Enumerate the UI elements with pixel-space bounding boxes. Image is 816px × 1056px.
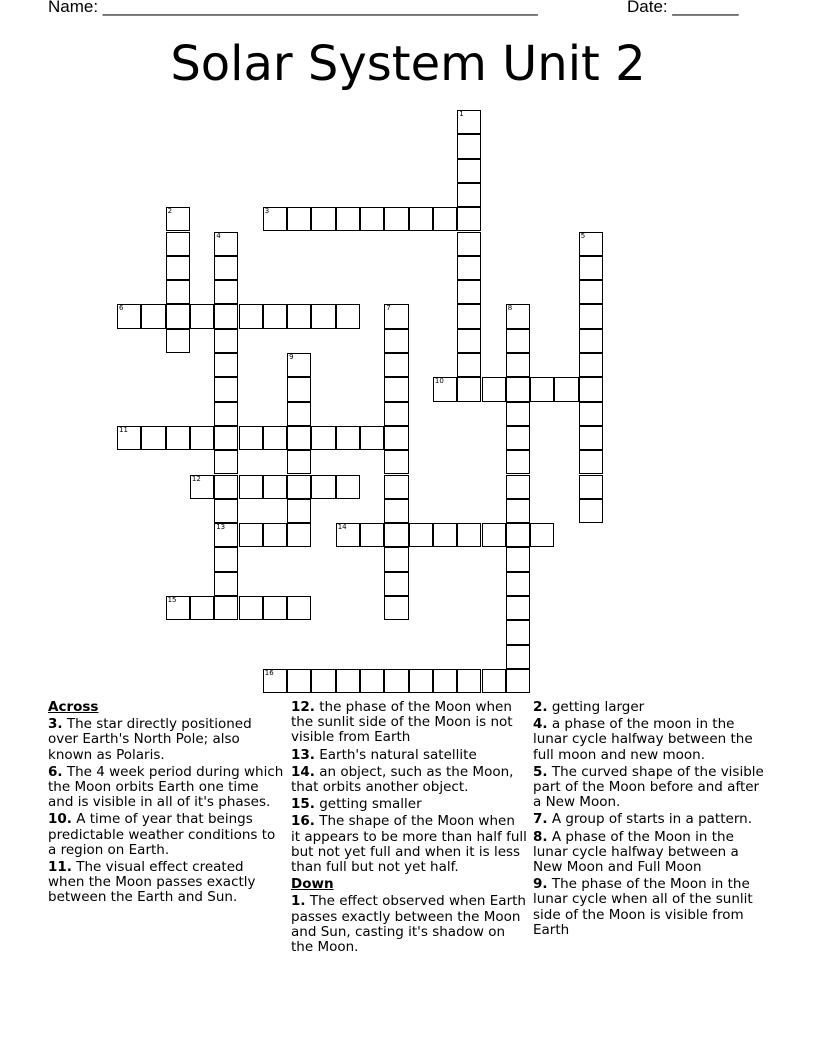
crossword-cell[interactable] [506,523,530,547]
crossword-cell[interactable] [336,207,360,231]
crossword-cell[interactable] [287,450,311,474]
clue-across-15: 15. getting smaller [291,796,422,813]
crossword-cell[interactable] [360,669,384,693]
crossword-cell[interactable] [311,207,335,231]
crossword-cell[interactable] [384,304,408,328]
crossword-cell[interactable] [506,377,530,401]
clue-down-7: 7. A group of starts in a pattern. [533,811,752,828]
crossword-cell[interactable] [214,353,238,377]
crossword-cell[interactable] [287,596,311,620]
crossword-cell[interactable] [457,134,481,158]
clue-number: 2 [167,207,173,216]
crossword-cell[interactable] [214,402,238,426]
crossword-cell[interactable] [506,620,530,644]
crossword-cell[interactable] [336,304,360,328]
crossword-cell[interactable] [214,280,238,304]
crossword-cell[interactable] [554,377,578,401]
crossword-cell[interactable] [579,353,603,377]
crossword-cell[interactable] [214,523,238,547]
crossword-cell[interactable] [579,280,603,304]
crossword-cell[interactable] [214,596,238,620]
clue-down-5: 5. The curved shape of the visible part of the Moon before and after a New Moon. [533,763,764,811]
crossword-cell[interactable] [384,402,408,426]
clue-across-6: 6. The 4 week period during which the Moon orbits Earth one time and is visible in all of it's phases. [48,763,284,811]
crossword-cell[interactable] [384,523,408,547]
clues-column-3 [533,700,769,940]
crossword-cell[interactable] [141,426,165,450]
crossword-cell[interactable] [117,304,141,328]
clue-number: 6 [119,304,124,313]
clue-number: 13 [216,523,226,532]
name-field-label: Name: ______________________________________________ [48,0,538,16]
crossword-cell[interactable] [214,547,238,571]
crossword-cell[interactable] [263,523,287,547]
clue-number: 16 [264,668,274,677]
crossword-cell[interactable] [384,426,408,450]
clue-number: 10 [434,377,444,386]
crossword-cell[interactable] [166,256,190,280]
crossword-cell[interactable] [530,377,554,401]
crossword-cell[interactable] [482,669,506,693]
clue-across-14: 14. an object, such as the Moon, that orbits another object. [291,763,514,796]
crossword-cell[interactable] [384,499,408,523]
crossword-cell[interactable] [336,426,360,450]
clue-number: 5 [580,231,586,240]
crossword-cell[interactable] [214,256,238,280]
crossword-cell[interactable] [166,426,190,450]
crossword-cell[interactable] [166,596,190,620]
crossword-cell[interactable] [506,669,530,693]
crossword-cell[interactable] [263,304,287,328]
crossword-cell[interactable] [457,353,481,377]
crossword-cell[interactable] [457,304,481,328]
crossword-cell[interactable] [384,450,408,474]
crossword-cell[interactable] [166,207,190,231]
crossword-cell[interactable] [214,450,238,474]
crossword-cell[interactable] [190,426,214,450]
crossword-cell[interactable] [166,280,190,304]
crossword-cell[interactable] [579,232,603,256]
clue-across-12: 12. the phase of the Moon when the sunlit side of the Moon is not visible from Earth [291,699,513,746]
clues-column-2 [291,700,527,957]
crossword-cell[interactable] [166,304,190,328]
crossword-cell[interactable] [457,110,481,134]
crossword-cell[interactable] [457,669,481,693]
clue-down-4: 4. a phase of the moon in the lunar cycle halfway between the full moon and new moon. [533,716,753,763]
clues-column-1 [48,700,284,908]
clue-across-13: 13. Earth's natural satellite [291,746,477,763]
crossword-cell[interactable] [287,377,311,401]
crossword-cell[interactable] [579,426,603,450]
crossword-cell[interactable] [287,499,311,523]
clue-number: 12 [191,474,201,483]
crossword-cell[interactable] [457,232,481,256]
crossword-cell[interactable] [287,207,311,231]
crossword-cell[interactable] [360,207,384,231]
clue-across-10: 10. A time of year that beings predictable weather conditions to a region on Earth. [48,811,276,858]
clue-number: 3 [264,207,270,216]
clue-number: 14 [337,523,347,532]
crossword-cell[interactable] [190,596,214,620]
crossword-cell[interactable] [214,329,238,353]
crossword-cell[interactable] [239,426,263,450]
crossword-cell[interactable] [214,304,238,328]
clue-across-11: 11. The visual effect created when the Moon passes exactly between the Earth and Sun. [48,859,256,906]
crossword-cell[interactable] [506,402,530,426]
crossword-cell[interactable] [579,499,603,523]
clue-number: 11 [119,425,128,434]
crossword-cell[interactable] [506,645,530,669]
clue-number: 8 [507,304,513,313]
crossword-cell[interactable] [239,475,263,499]
clue-down-1: 1. The effect observed when Earth passes exactly between the Moon and Sun, casting it's shadow on the Moon. [291,893,526,956]
clue-number: 4 [216,231,221,240]
crossword-cell[interactable] [530,523,554,547]
crossword-cell[interactable] [506,329,530,353]
clue-across-16: 16. The shape of the Moon when it appears to be more than half full but not yet full and when it is less than full but not yet half. [291,813,527,876]
crossword-cell[interactable] [409,207,433,231]
crossword-cell[interactable] [506,596,530,620]
crossword-cell[interactable] [263,669,287,693]
crossword-cell[interactable] [506,426,530,450]
crossword-cell[interactable] [457,523,481,547]
crossword-cell[interactable] [311,426,335,450]
crossword-cell[interactable] [506,450,530,474]
crossword-cell[interactable] [384,572,408,596]
crossword-cell[interactable] [287,402,311,426]
crossword-cell[interactable] [457,280,481,304]
crossword-cell[interactable] [311,475,335,499]
crossword-cell[interactable] [384,377,408,401]
clue-number: 15 [167,596,177,604]
crossword-cell[interactable] [482,377,506,401]
crossword-cell[interactable] [287,353,311,377]
crossword-cell[interactable] [384,353,408,377]
crossword-cell[interactable] [166,329,190,353]
crossword-cell[interactable] [506,572,530,596]
crossword-cell[interactable] [457,183,481,207]
across-heading: Across [48,699,99,715]
date-field-label: Date: _______ [627,0,739,16]
crossword-cell[interactable] [506,499,530,523]
crossword-cell[interactable] [214,426,238,450]
crossword-cell[interactable] [433,377,457,401]
crossword-cell[interactable] [457,256,481,280]
crossword-cell[interactable] [336,523,360,547]
crossword-cell[interactable] [384,547,408,571]
crossword-cell[interactable] [384,669,408,693]
crossword-cell[interactable] [214,377,238,401]
crossword-cell[interactable] [506,547,530,571]
crossword-cell[interactable] [336,669,360,693]
crossword-cell[interactable] [457,159,481,183]
crossword-cell[interactable] [360,523,384,547]
crossword-cell[interactable] [579,450,603,474]
crossword-cell[interactable] [214,499,238,523]
clue-number: 1 [459,110,464,118]
clue-down-2: 2. getting larger [533,699,645,715]
crossword-cell[interactable] [579,377,603,401]
crossword-cell[interactable] [263,426,287,450]
clue-across-3: 3. The star directly positioned over Earth's North Pole; also known as Polaris. [48,716,252,763]
crossword-cell[interactable] [141,304,165,328]
crossword-cell[interactable] [433,523,457,547]
crossword-cell[interactable] [506,304,530,328]
crossword-cell[interactable] [433,207,457,231]
crossword-cell[interactable] [311,669,335,693]
crossword-cell[interactable] [506,475,530,499]
crossword-cell[interactable] [287,669,311,693]
crossword-cell[interactable] [287,304,311,328]
clue-down-8: 8. A phase of the Moon in the lunar cycle halfway between a New Moon and Full Moon [533,828,739,876]
down-heading: Down [291,876,334,893]
crossword-cell[interactable] [287,475,311,499]
crossword-cell[interactable] [457,329,481,353]
crossword-cell[interactable] [117,426,141,450]
crossword-cell[interactable] [384,475,408,499]
crossword-cell[interactable] [287,523,311,547]
crossword-cell[interactable] [239,596,263,620]
clue-number: 7 [386,304,391,313]
crossword-cell[interactable] [579,475,603,499]
clue-number: 9 [289,353,294,361]
crossword-cell[interactable] [482,523,506,547]
crossword-cell[interactable] [457,377,481,401]
crossword-cell[interactable] [457,207,481,231]
crossword-cell[interactable] [263,475,287,499]
crossword-cell[interactable] [166,232,190,256]
crossword-cell[interactable] [190,304,214,328]
crossword-cell[interactable] [384,207,408,231]
crossword-cell[interactable] [239,523,263,547]
crossword-cell[interactable] [239,304,263,328]
crossword-cell[interactable] [214,475,238,499]
crossword-cell[interactable] [384,329,408,353]
crossword-cell[interactable] [579,329,603,353]
crossword-cell[interactable] [190,475,214,499]
crossword-cell[interactable] [409,669,433,693]
clue-down-9: 9. The phase of the Moon in the lunar cycle when all of the sunlit side of the Moon is visible from Earth [533,876,753,938]
crossword-cell[interactable] [311,304,335,328]
crossword-cell[interactable] [287,426,311,450]
crossword-cell[interactable] [263,207,287,231]
crossword-cell[interactable] [384,596,408,620]
crossword-cell[interactable] [506,353,530,377]
crossword-cell[interactable] [579,304,603,328]
page-title: Solar System Unit 2 [170,36,646,92]
crossword-cell[interactable] [214,232,238,256]
crossword-cell[interactable] [360,426,384,450]
crossword-cell[interactable] [409,523,433,547]
crossword-cell[interactable] [579,256,603,280]
crossword-cell[interactable] [214,572,238,596]
crossword-cell[interactable] [263,596,287,620]
crossword-cell[interactable] [336,475,360,499]
crossword-cell[interactable] [579,402,603,426]
crossword-cell[interactable] [433,669,457,693]
